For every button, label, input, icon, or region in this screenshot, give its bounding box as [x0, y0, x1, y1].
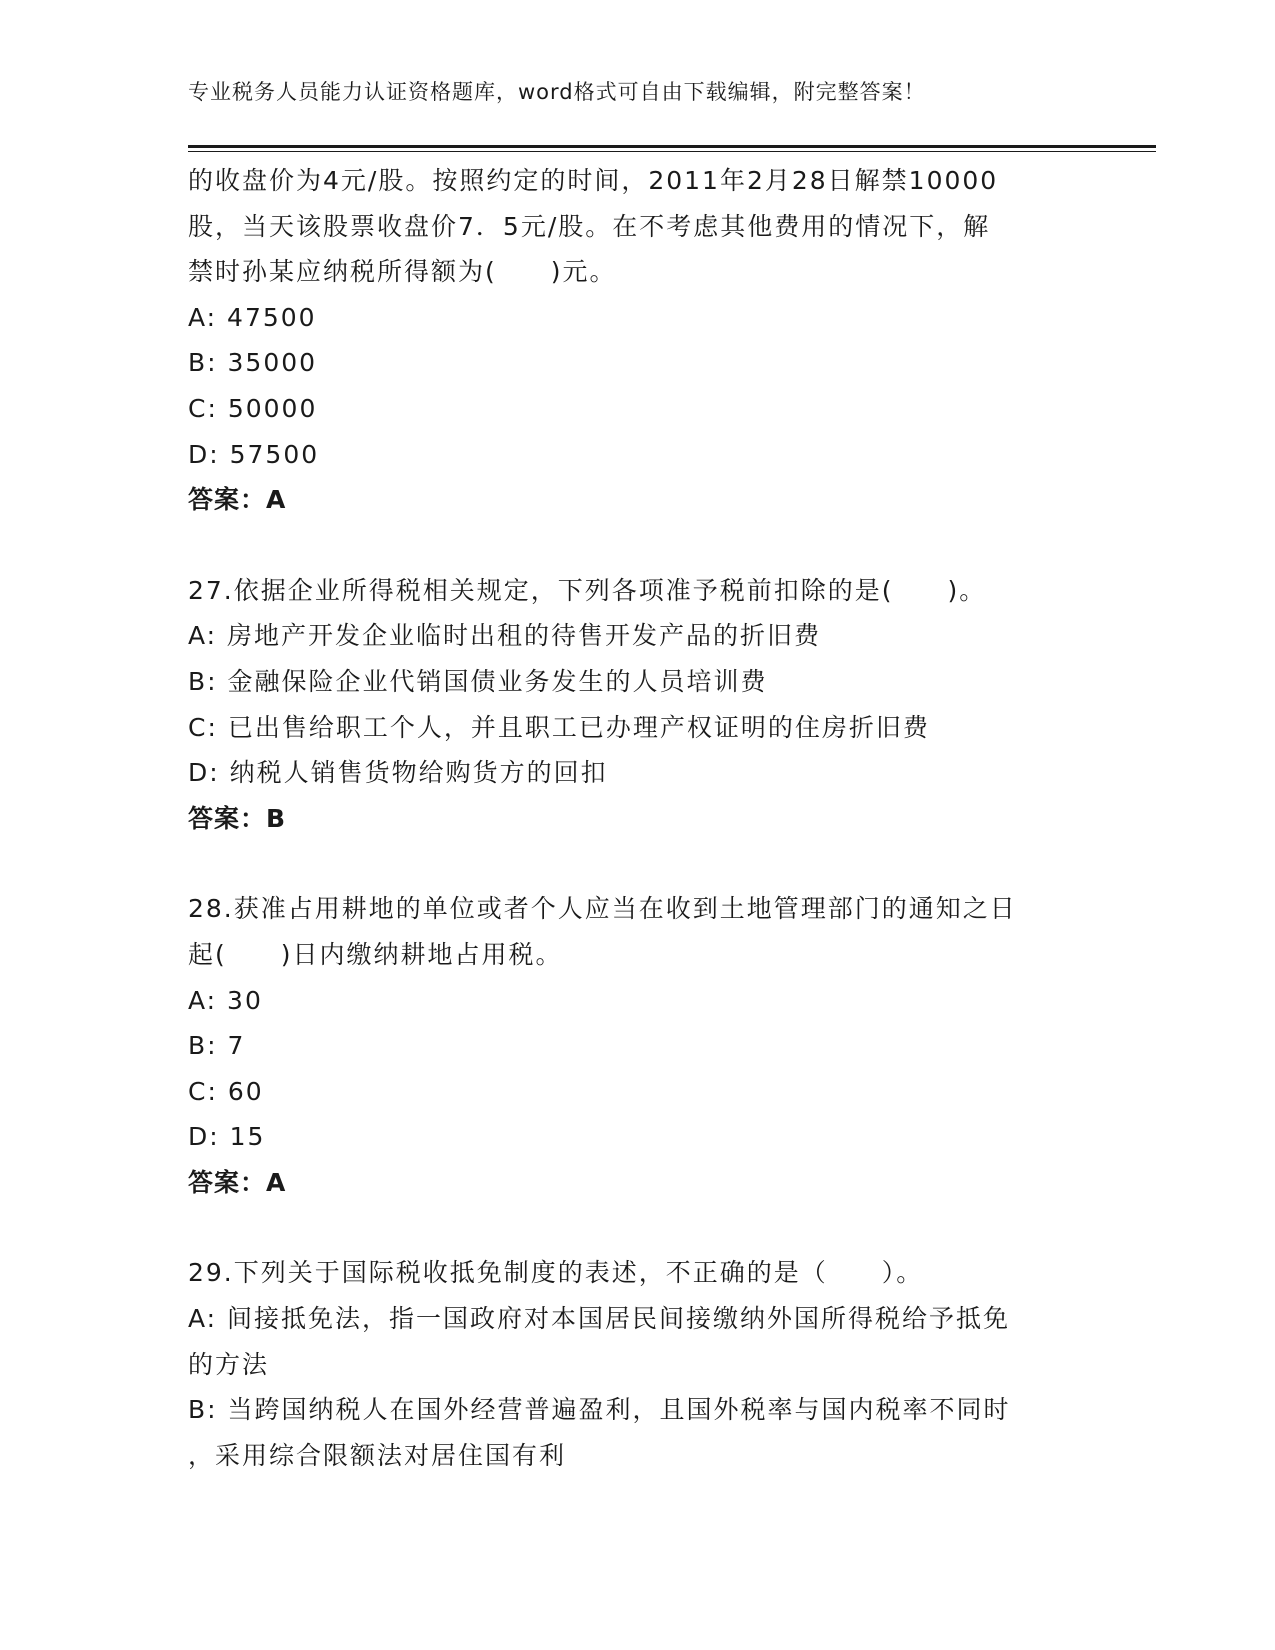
- option-b: B: 当跨国纳税人在国外经营普遍盈利，且国外税率与国内税率不同时: [188, 1395, 1011, 1425]
- question-29: [188, 1250, 1088, 1478]
- option-a: A: 间接抵免法，指一国政府对本国居民间接缴纳外国所得税给予抵免: [188, 1304, 1011, 1334]
- question-text-line: 禁时孙某应纳税所得额为( )元。: [188, 257, 617, 287]
- question-continued: [188, 158, 1088, 523]
- option-a: A: 房地产开发企业临时出租的待售开发产品的折旧费: [188, 621, 822, 651]
- question-text-line: 29.下列关于国际税收抵免制度的表述，不正确的是（ ）。: [188, 1258, 924, 1288]
- option-b: B: 7: [188, 1031, 246, 1061]
- question-spacer: [188, 841, 1088, 886]
- question-text-line: 的收盘价为4元/股。按照约定的时间，2011年2月28日解禁10000: [188, 166, 999, 195]
- option-b: B: 金融保险企业代销国债业务发生的人员培训费: [188, 666, 768, 696]
- question-text-line: 股，当天该股票收盘价7．5元/股。在不考虑其他费用的情况下，解: [188, 211, 991, 241]
- option-c: C: 50000: [188, 393, 318, 423]
- question-content: [188, 158, 1088, 1478]
- option-c: C: 已出售给职工个人，并且职工已办理产权证明的住房折旧费: [188, 712, 930, 742]
- option-b: B: 35000: [188, 348, 318, 378]
- option-a-continued: 的方法: [188, 1349, 270, 1379]
- question-28: [188, 886, 1088, 1205]
- header-divider-thin: [188, 151, 1156, 152]
- question-27: [188, 568, 1088, 842]
- option-c: C: 60: [188, 1076, 264, 1106]
- question-text-line: 起( )日内缴纳耕地占用税。: [188, 939, 563, 969]
- page-header: 专业税务人员能力认证资格题库，word格式可自由下载编辑，附完整答案！: [188, 80, 926, 104]
- option-b-continued: ，采用综合限额法对居住国有利: [188, 1440, 567, 1470]
- option-a: A: 47500: [188, 302, 317, 332]
- option-d: D: 纳税人销售货物给购货方的回扣: [188, 758, 608, 788]
- question-text-line: 28.获准占用耕地的单位或者个人应当在收到土地管理部门的通知之日: [188, 894, 1017, 924]
- header-divider-thick: [188, 145, 1156, 148]
- option-d: D: 15: [188, 1122, 266, 1152]
- answer-line: 答案：A: [188, 1167, 287, 1197]
- answer-line: 答案：A: [188, 485, 287, 515]
- question-spacer: [188, 1205, 1088, 1250]
- option-a: A: 30: [188, 985, 263, 1015]
- answer-line: 答案：B: [188, 803, 287, 833]
- question-text-line: 27.依据企业所得税相关规定，下列各项准予税前扣除的是( )。: [188, 575, 987, 605]
- question-spacer: [188, 523, 1088, 568]
- option-d: D: 57500: [188, 439, 320, 469]
